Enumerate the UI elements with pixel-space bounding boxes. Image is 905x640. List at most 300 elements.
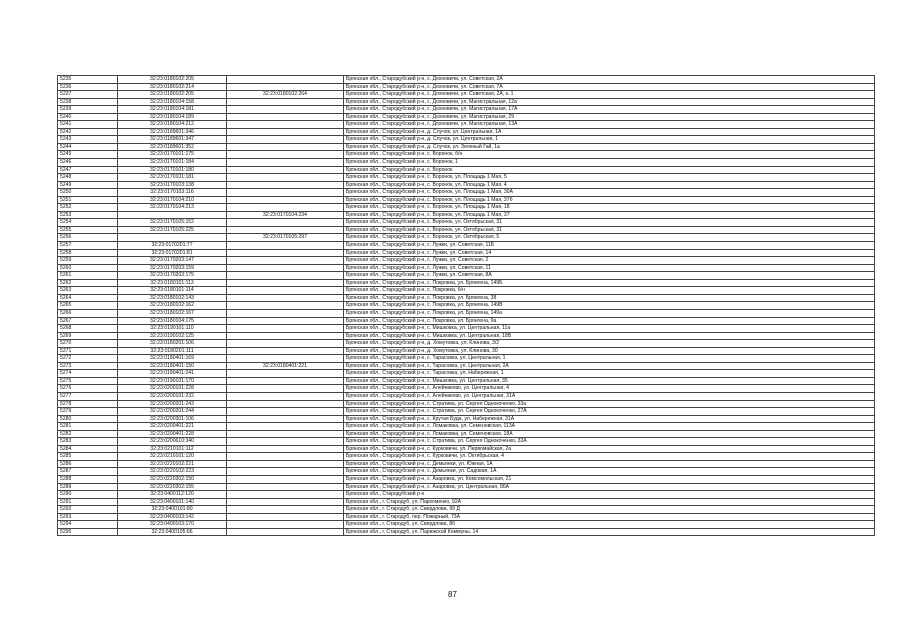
table-row xyxy=(58,181,875,189)
address: Брянская обл., Стародубский р-н, с. Дохновичи, ул. Магистральная, 29 xyxy=(344,113,875,121)
related-cadastral-number xyxy=(227,264,344,272)
cadastral-number: 32:23:0180101:113 xyxy=(118,279,227,287)
table-row xyxy=(58,234,875,242)
address: Брянская обл., Стародубский р-н, с. Покровка, ул. Брянгена, 9а xyxy=(344,317,875,325)
cadastral-number: 32:23:0180104:212 xyxy=(118,121,227,129)
cadastral-number: 32:23:0180102:214 xyxy=(118,83,227,91)
table-row xyxy=(58,98,875,106)
cadastral-number: 32:23:0170105:152 xyxy=(118,219,227,227)
row-number: 5271 xyxy=(58,347,118,355)
cadastral-number: 32:23:0180102:143 xyxy=(118,294,227,302)
address: Брянская обл., Стародубский р-н, с. Лужки, ул. Советская, 8А xyxy=(344,272,875,280)
address: Брянская обл., Стародубский р-н, с. Тарасовка, ул. Центральная, 1 xyxy=(344,355,875,363)
cadastral-number: 32:23:0170101:181 xyxy=(118,174,227,182)
row-number: 5240 xyxy=(58,113,118,121)
address: Брянская обл., Стародубский р-н, с. Воронок, ул. Октябрьская, 31 xyxy=(344,219,875,227)
cadastral-number: 32:23:0180401:241 xyxy=(118,370,227,378)
row-number: 5273 xyxy=(58,362,118,370)
address: Брянская обл., Стародубский р-н, с. Воронок, ул. Октябрьская, 5 xyxy=(344,234,875,242)
address: Брянская обл., Стародубский р-н xyxy=(344,491,875,499)
row-number: 5254 xyxy=(58,219,118,227)
cadastral-number: 32:23:0190101:170 xyxy=(118,377,227,385)
related-cadastral-number: 32:23:0170105:297 xyxy=(227,234,344,242)
related-cadastral-number xyxy=(227,498,344,506)
cadastral-number: 32:23:0210101:112 xyxy=(118,445,227,453)
row-number: 5270 xyxy=(58,340,118,348)
related-cadastral-number xyxy=(227,377,344,385)
address: Брянская обл., Стародубский р-н, с. Азаровка, ул. Центральная, 86А xyxy=(344,483,875,491)
table-row xyxy=(58,272,875,280)
related-cadastral-number xyxy=(227,249,344,257)
row-number: 5237 xyxy=(58,91,118,99)
row-number: 5274 xyxy=(58,370,118,378)
related-cadastral-number xyxy=(227,453,344,461)
row-number: 5258 xyxy=(58,249,118,257)
cadastral-number: 32:23:0400105:66 xyxy=(118,528,227,536)
address: Брянская обл., Стародубский р-н, с. Покровка, ул. Брянгена, 149Б xyxy=(344,279,875,287)
related-cadastral-number xyxy=(227,528,344,536)
address: Брянская обл., Стародубский р-н, с. Тарасовка, ул. Набережная, 1 xyxy=(344,370,875,378)
cadastral-number: 32:23:0400101:80 xyxy=(118,506,227,514)
table-row xyxy=(58,385,875,393)
cadastral-number: 32:23:0180104:181 xyxy=(118,106,227,114)
table-row xyxy=(58,106,875,114)
related-cadastral-number xyxy=(227,408,344,416)
address: Брянская обл., Стародубский р-н, с. Воронок, ул. Площадь 1 Мая, 30А xyxy=(344,189,875,197)
table-row xyxy=(58,438,875,446)
cadastral-number: 32:23:0189601:346 xyxy=(118,128,227,136)
cadastral-number: 32:23:0190101:110 xyxy=(118,325,227,333)
table-row xyxy=(58,174,875,182)
related-cadastral-number xyxy=(227,325,344,333)
related-cadastral-number xyxy=(227,279,344,287)
table-row xyxy=(58,475,875,483)
cadastral-number: 32:23:0210101:120 xyxy=(118,453,227,461)
cadastral-number: 32:23:0170201:77 xyxy=(118,242,227,250)
related-cadastral-number xyxy=(227,302,344,310)
address: Брянская обл., Стародубский р-н, д. Случок, ул. Зеленый Гай, 1а xyxy=(344,143,875,151)
related-cadastral-number xyxy=(227,506,344,514)
address: Брянская обл., Стародубский р-н, с. Мишковка, ул. Центральная, 35 xyxy=(344,377,875,385)
related-cadastral-number xyxy=(227,272,344,280)
cadastral-number: 32:23:0180401:169 xyxy=(118,355,227,363)
row-number: 5275 xyxy=(58,377,118,385)
cadastral-number: 32:23:0180201:106 xyxy=(118,340,227,348)
address: Брянская обл., Стародубский р-н, с. Покровка, ул. Брянгена, 149а xyxy=(344,309,875,317)
address: Брянская обл., Стародубский р-н, с. Воронок, ул. Площадь 1 Мая, 37 xyxy=(344,211,875,219)
row-number: 5295 xyxy=(58,528,118,536)
table-row xyxy=(58,423,875,431)
related-cadastral-number: 32:23:0180102:264 xyxy=(227,91,344,99)
row-number: 5285 xyxy=(58,453,118,461)
row-number: 5278 xyxy=(58,400,118,408)
address: Брянская обл., Стародубский р-н, с. Дохновичи, ул. Магистральная, 13А xyxy=(344,121,875,129)
row-number: 5264 xyxy=(58,294,118,302)
row-number: 5242 xyxy=(58,128,118,136)
address: Брянская обл., Стародубский р-н, с. Азаровка, ул. Комсомольская, 21 xyxy=(344,475,875,483)
cadastral-number: 32:23:0400103:170 xyxy=(118,521,227,529)
cadastral-number: 32:23:0220302:155 xyxy=(118,483,227,491)
address: Брянская обл., Стародубский р-н, с. Лужки, ул. Советская, 11 xyxy=(344,264,875,272)
table-row xyxy=(58,226,875,234)
cadastral-number: 32:23:0200201:243 xyxy=(118,400,227,408)
address: Брянская обл., Стародубский р-н, с. Крутая Буда, ул. Набережная, 31А xyxy=(344,415,875,423)
cadastral-number: 32:23:0200101:232 xyxy=(118,392,227,400)
row-number: 5248 xyxy=(58,174,118,182)
row-number: 5253 xyxy=(58,211,118,219)
cadastral-number: 32:23:0170104:210 xyxy=(118,196,227,204)
address: Брянская обл., Стародубский р-н, с. Лужки, ул. Советская, 11Б xyxy=(344,242,875,250)
table-row xyxy=(58,91,875,99)
table-row xyxy=(58,219,875,227)
table-row xyxy=(58,264,875,272)
related-cadastral-number xyxy=(227,128,344,136)
table-row xyxy=(58,136,875,144)
table-row xyxy=(58,355,875,363)
table-row xyxy=(58,159,875,167)
related-cadastral-number xyxy=(227,332,344,340)
related-cadastral-number: 32:23:0180401:221 xyxy=(227,362,344,370)
cadastral-number: 32:23:0200301:106 xyxy=(118,415,227,423)
related-cadastral-number xyxy=(227,83,344,91)
row-number: 5276 xyxy=(58,385,118,393)
related-cadastral-number: 32:23:0170104:234 xyxy=(227,211,344,219)
row-number: 5263 xyxy=(58,287,118,295)
row-number: 5249 xyxy=(58,181,118,189)
table-row xyxy=(58,483,875,491)
table-row xyxy=(58,528,875,536)
address: Брянская обл., Стародубский р-н, д. Хомутовка, ул. Клинова, 30 xyxy=(344,347,875,355)
address: Брянская обл., Стародубский р-н, с. Мишковка, ул. Центральная, 18В xyxy=(344,332,875,340)
registry-sheet xyxy=(57,75,875,536)
row-number: 5246 xyxy=(58,159,118,167)
address: Брянская обл., Стародубский р-н, с. Воронок, ул. Площадь 1 Мая, 37б xyxy=(344,196,875,204)
related-cadastral-number xyxy=(227,513,344,521)
table-row xyxy=(58,83,875,91)
cadastral-number: 32:23:0189601:347 xyxy=(118,136,227,144)
related-cadastral-number xyxy=(227,174,344,182)
address: Брянская обл., Стародубский р-н, с. Алейниково, ул. Центральная, 31А xyxy=(344,392,875,400)
cadastral-number: 32:23:0170105:225 xyxy=(118,226,227,234)
table-row xyxy=(58,340,875,348)
related-cadastral-number xyxy=(227,294,344,302)
cadastral-number: 32:23:0220102:223 xyxy=(118,468,227,476)
related-cadastral-number xyxy=(227,460,344,468)
table-row xyxy=(58,332,875,340)
table-row xyxy=(58,415,875,423)
cadastral-number: 32:23:0180102:205 xyxy=(118,91,227,99)
address: Брянская обл., Стародубский р-н, с. Мишковка, ул. Центральная, 11а xyxy=(344,325,875,333)
cadastral-number: 32:23:0400101:140 xyxy=(118,498,227,506)
address: Брянская обл., Стародубский р-н, д. Хомутовка, ул. Клинова, 3/2 xyxy=(344,340,875,348)
cadastral-number: 32:23:0200401:228 xyxy=(118,430,227,438)
row-number: 5241 xyxy=(58,121,118,129)
related-cadastral-number xyxy=(227,121,344,129)
row-number: 5281 xyxy=(58,423,118,431)
address: Брянская обл., Стародубский р-н, д. Случок, ул. Центральная, 1 xyxy=(344,136,875,144)
address: Брянская обл., Стародубский р-н, с. Воронок xyxy=(344,166,875,174)
cadastral-number: 32:23:0180102:162 xyxy=(118,302,227,310)
row-number: 5293 xyxy=(58,513,118,521)
address: Брянская обл., Стародубский р-н, с. Лужки, ул. Советская, 2 xyxy=(344,257,875,265)
cadastral-number: 32:23:0200401:221 xyxy=(118,423,227,431)
related-cadastral-number xyxy=(227,475,344,483)
address: Брянская обл., Стародубский р-н, с. Покровка, б/н xyxy=(344,287,875,295)
cadastral-number: 32:23:0170203:147 xyxy=(118,257,227,265)
address: Брянская обл., Стародубский р-н, с. Воронок, ул. Площадь 1 Мая, 4 xyxy=(344,181,875,189)
related-cadastral-number xyxy=(227,136,344,144)
address: Брянская обл., Стародубский р-н, с. Воронок, ул. Площадь 1 Мая, 5 xyxy=(344,174,875,182)
row-number: 5255 xyxy=(58,226,118,234)
address: Брянская обл., Стародубский р-н, с. Стратива, ул. Сергея Однокоченко, 27А xyxy=(344,408,875,416)
address: Брянская обл., Стародубский р-н, с. Воронок, б/н xyxy=(344,151,875,159)
table-row xyxy=(58,430,875,438)
related-cadastral-number xyxy=(227,159,344,167)
related-cadastral-number xyxy=(227,98,344,106)
table-row xyxy=(58,189,875,197)
table-row xyxy=(58,392,875,400)
row-number: 5282 xyxy=(58,430,118,438)
registry-table xyxy=(57,75,875,536)
cadastral-number: 32:23:0180102:205 xyxy=(118,76,227,84)
address: Брянская обл., Стародубский р-н, с. Ломаковка, ул. Семеновская, 18А xyxy=(344,430,875,438)
cadastral-number: 32:23:0180104:189 xyxy=(118,113,227,121)
address: Брянская обл., Стародубский р-н, с. Стратива, ул. Сергея Однокоченко, 33а xyxy=(344,400,875,408)
related-cadastral-number xyxy=(227,204,344,212)
table-row xyxy=(58,347,875,355)
table-row xyxy=(58,113,875,121)
address: Брянская обл., Стародубский р-н, с. Дохновичи, ул. Магистральная, 17А xyxy=(344,106,875,114)
cadastral-number xyxy=(118,234,227,242)
related-cadastral-number xyxy=(227,242,344,250)
table-row xyxy=(58,211,875,219)
table-row xyxy=(58,400,875,408)
related-cadastral-number xyxy=(227,521,344,529)
address: Брянская обл., Стародубский р-н, с. Курковичи, ул. Октябрьская, 4 xyxy=(344,453,875,461)
cadastral-number: 32:23:0200201:244 xyxy=(118,408,227,416)
address: Брянская обл., Стародубский р-н, с. Демьянки, ул. Садовая, 1А xyxy=(344,468,875,476)
table-row xyxy=(58,513,875,521)
cadastral-number: 32:23:0220302:150 xyxy=(118,475,227,483)
cadastral-number: 32:23:0190102:125 xyxy=(118,332,227,340)
row-number: 5259 xyxy=(58,257,118,265)
address: Брянская обл., Стародубский р-н, с. Демьянки, ул. Южная, 1А xyxy=(344,460,875,468)
related-cadastral-number xyxy=(227,309,344,317)
table-row xyxy=(58,445,875,453)
address: Брянская обл., Стародубский р-н, д. Случок, ул. Центральная, 1А xyxy=(344,128,875,136)
cadastral-number: 32:23:0180102:167 xyxy=(118,309,227,317)
row-number: 5277 xyxy=(58,392,118,400)
address: Брянская обл., Стародубский р-н, с. Ломаковка, ул. Семеновская, 113А xyxy=(344,423,875,431)
address: Брянская обл., Стародубский р-н, с. Дохновичи, ул. Магистральная, 12а xyxy=(344,98,875,106)
row-number: 5257 xyxy=(58,242,118,250)
table-row xyxy=(58,121,875,129)
table-row xyxy=(58,257,875,265)
address: Брянская обл., Стародубский р-н, с. Дохновичи, ул. Советская, 2А, к. 1 xyxy=(344,91,875,99)
related-cadastral-number xyxy=(227,113,344,121)
cadastral-number: 32:23:0170203:159 xyxy=(118,264,227,272)
row-number: 5294 xyxy=(58,521,118,529)
table-row xyxy=(58,204,875,212)
row-number: 5245 xyxy=(58,151,118,159)
related-cadastral-number xyxy=(227,392,344,400)
table-row xyxy=(58,468,875,476)
table-row xyxy=(58,279,875,287)
related-cadastral-number xyxy=(227,445,344,453)
address: Брянская обл., Стародубский р-н, с. Покровка, ул. Брянгена, 38 xyxy=(344,294,875,302)
row-number: 5262 xyxy=(58,279,118,287)
page-number: 87 xyxy=(448,590,457,599)
row-number: 5288 xyxy=(58,475,118,483)
row-number: 5284 xyxy=(58,445,118,453)
row-number: 5235 xyxy=(58,76,118,84)
cadastral-number: 32:23:0400112:120 xyxy=(118,491,227,499)
table-row xyxy=(58,370,875,378)
row-number: 5247 xyxy=(58,166,118,174)
related-cadastral-number xyxy=(227,468,344,476)
related-cadastral-number xyxy=(227,181,344,189)
row-number: 5269 xyxy=(58,332,118,340)
cadastral-number: 32:23:0180401:150 xyxy=(118,362,227,370)
row-number: 5250 xyxy=(58,189,118,197)
related-cadastral-number xyxy=(227,76,344,84)
row-number: 5292 xyxy=(58,506,118,514)
address: Брянская обл., Стародубский р-н, с. Лужки, ул. Советская, 14 xyxy=(344,249,875,257)
cadastral-number: 32:23:0180104:175 xyxy=(118,317,227,325)
related-cadastral-number xyxy=(227,189,344,197)
cadastral-number: 32:23:0220102:221 xyxy=(118,460,227,468)
row-number: 5291 xyxy=(58,498,118,506)
cadastral-number: 32:23:0170101:184 xyxy=(118,159,227,167)
related-cadastral-number xyxy=(227,257,344,265)
table-row xyxy=(58,242,875,250)
row-number: 5290 xyxy=(58,491,118,499)
table-row xyxy=(58,249,875,257)
cadastral-number: 32:23:0180101:114 xyxy=(118,287,227,295)
cadastral-number: 32:23:0170103:138 xyxy=(118,181,227,189)
table-row xyxy=(58,325,875,333)
table-row xyxy=(58,302,875,310)
cadastral-number: 32:23:0189601:352 xyxy=(118,143,227,151)
address: Брянская обл., Стародубский р-н, с. Воронок, ул. Площадь 1 Мая, 18 xyxy=(344,204,875,212)
row-number: 5256 xyxy=(58,234,118,242)
row-number: 5272 xyxy=(58,355,118,363)
address: Брянская обл., Стародубский р-н, с. Покровка, ул. Брянгена, 149В xyxy=(344,302,875,310)
address: Брянская обл., Стародубский р-н, с. Стратива, ул. Сергея Однокоченко, 32А xyxy=(344,438,875,446)
table-row xyxy=(58,151,875,159)
cadastral-number: 32:23:0170103:116 xyxy=(118,189,227,197)
row-number: 5252 xyxy=(58,204,118,212)
table-row xyxy=(58,166,875,174)
address: Брянская обл., Стародубский р-н, с. Курковичи, ул. Первомайская, 2а xyxy=(344,445,875,453)
table-row xyxy=(58,498,875,506)
related-cadastral-number xyxy=(227,317,344,325)
related-cadastral-number xyxy=(227,347,344,355)
table-row xyxy=(58,453,875,461)
related-cadastral-number xyxy=(227,143,344,151)
row-number: 5279 xyxy=(58,408,118,416)
cadastral-number xyxy=(118,211,227,219)
cadastral-number: 32:23:0170201:81 xyxy=(118,249,227,257)
address: Брянская обл., г. Стародуб, пер. Пожарный, 73А xyxy=(344,513,875,521)
related-cadastral-number xyxy=(227,340,344,348)
row-number: 5267 xyxy=(58,317,118,325)
row-number: 5287 xyxy=(58,468,118,476)
related-cadastral-number xyxy=(227,219,344,227)
address: Брянская обл., Стародубский р-н, с. Дохновичи, ул. Советская, 7А xyxy=(344,83,875,91)
table-row xyxy=(58,143,875,151)
related-cadastral-number xyxy=(227,355,344,363)
row-number: 5251 xyxy=(58,196,118,204)
related-cadastral-number xyxy=(227,370,344,378)
row-number: 5266 xyxy=(58,309,118,317)
table-row xyxy=(58,408,875,416)
table-row xyxy=(58,294,875,302)
table-row xyxy=(58,196,875,204)
cadastral-number: 32:23:0400103:142 xyxy=(118,513,227,521)
row-number: 5239 xyxy=(58,106,118,114)
table-row xyxy=(58,309,875,317)
address: Брянская обл., г. Стародуб, ул. Парижской Коммуны, 14 xyxy=(344,528,875,536)
related-cadastral-number xyxy=(227,430,344,438)
address: Брянская обл., г. Стародуб, ул. Свердлова, 8б xyxy=(344,521,875,529)
related-cadastral-number xyxy=(227,483,344,491)
cadastral-number: 32:23:0180104:158 xyxy=(118,98,227,106)
related-cadastral-number xyxy=(227,196,344,204)
row-number: 5280 xyxy=(58,415,118,423)
table-row xyxy=(58,491,875,499)
row-number: 5265 xyxy=(58,302,118,310)
address: Брянская обл., Стародубский р-н, с. Дохновичи, ул. Советская, 2А xyxy=(344,76,875,84)
row-number: 5261 xyxy=(58,272,118,280)
related-cadastral-number xyxy=(227,106,344,114)
related-cadastral-number xyxy=(227,166,344,174)
table-row xyxy=(58,506,875,514)
row-number: 5268 xyxy=(58,325,118,333)
table-row xyxy=(58,460,875,468)
row-number: 5283 xyxy=(58,438,118,446)
cadastral-number: 32:23:0200101:228 xyxy=(118,385,227,393)
related-cadastral-number xyxy=(227,151,344,159)
table-row xyxy=(58,521,875,529)
table-row xyxy=(58,76,875,84)
cadastral-number: 32:23:0170101:180 xyxy=(118,166,227,174)
registry-table-body xyxy=(58,76,875,536)
related-cadastral-number xyxy=(227,438,344,446)
related-cadastral-number xyxy=(227,491,344,499)
cadastral-number: 32:23:0170104:213 xyxy=(118,204,227,212)
table-row xyxy=(58,362,875,370)
related-cadastral-number xyxy=(227,400,344,408)
address: Брянская обл., Стародубский р-н, с. Воронок, 1 xyxy=(344,159,875,167)
row-number: 5244 xyxy=(58,143,118,151)
cadastral-number: 32:23:0200610:340 xyxy=(118,438,227,446)
cadastral-number: 32:23:0170101:175 xyxy=(118,151,227,159)
address: Брянская обл., г. Стародуб, ул. Пархоменко, 92А xyxy=(344,498,875,506)
cadastral-number: 32:23:0170203:175 xyxy=(118,272,227,280)
row-number: 5238 xyxy=(58,98,118,106)
table-row xyxy=(58,317,875,325)
row-number: 5260 xyxy=(58,264,118,272)
row-number: 5289 xyxy=(58,483,118,491)
address: Брянская обл., Стародубский р-н, с. Тарасовка, ул. Центральная, 2А xyxy=(344,362,875,370)
address: Брянская обл., г. Стародуб, ул. Свердлова, 99 Д xyxy=(344,506,875,514)
row-number: 5243 xyxy=(58,136,118,144)
cadastral-number: 32:23:0180201:111 xyxy=(118,347,227,355)
related-cadastral-number xyxy=(227,415,344,423)
table-row xyxy=(58,287,875,295)
related-cadastral-number xyxy=(227,287,344,295)
